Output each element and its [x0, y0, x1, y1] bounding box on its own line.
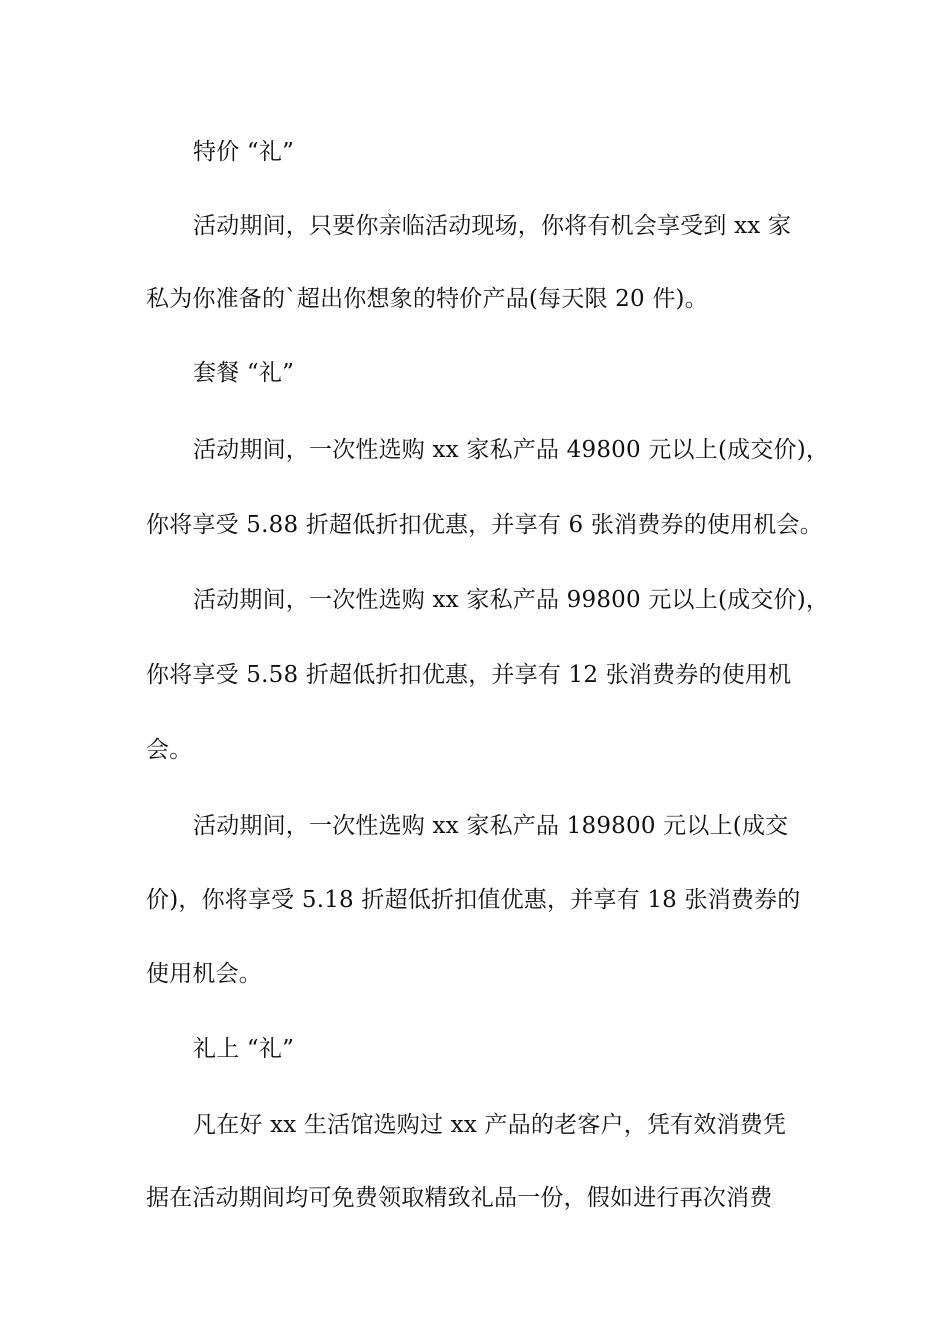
paragraph-line: 你将享受 5.58 折超低折扣优惠，并享有 12 张消费券的使用机	[146, 662, 792, 688]
section-heading-gift: 礼上 “礼”	[193, 1036, 295, 1062]
section-heading-special-price: 特价 “礼”	[193, 139, 295, 165]
paragraph-line: 私为你准备的`超出你想象的特价产品(每天限 20 件)。	[146, 286, 708, 312]
paragraph-line: 凡在好 xx 生活馆选购过 xx 产品的老客户，凭有效消费凭	[193, 1112, 787, 1138]
paragraph-line: 会。	[146, 737, 193, 763]
paragraph-line: 活动期间，一次性选购 xx 家私产品 99800 元以上(成交价)，	[193, 587, 830, 613]
paragraph-line: 使用机会。	[146, 961, 262, 987]
paragraph-line: 活动期间，一次性选购 xx 家私产品 189800 元以上(成交	[193, 813, 789, 839]
paragraph-line: 你将享受 5.88 折超低折扣优惠，并享有 6 张消费券的使用机会。	[146, 512, 823, 538]
paragraph-line: 活动期间，只要你亲临活动现场，你将有机会享受到 xx 家	[193, 213, 792, 239]
paragraph-line: 据在活动期间均可免费领取精致礼品一份，假如进行再次消费	[146, 1185, 773, 1211]
paragraph-line: 价)，你将享受 5.18 折超低折扣值优惠，并享有 18 张消费券的	[146, 887, 801, 913]
paragraph-line: 活动期间，一次性选购 xx 家私产品 49800 元以上(成交价)，	[193, 437, 830, 463]
section-heading-package: 套餐 “礼”	[193, 360, 295, 386]
